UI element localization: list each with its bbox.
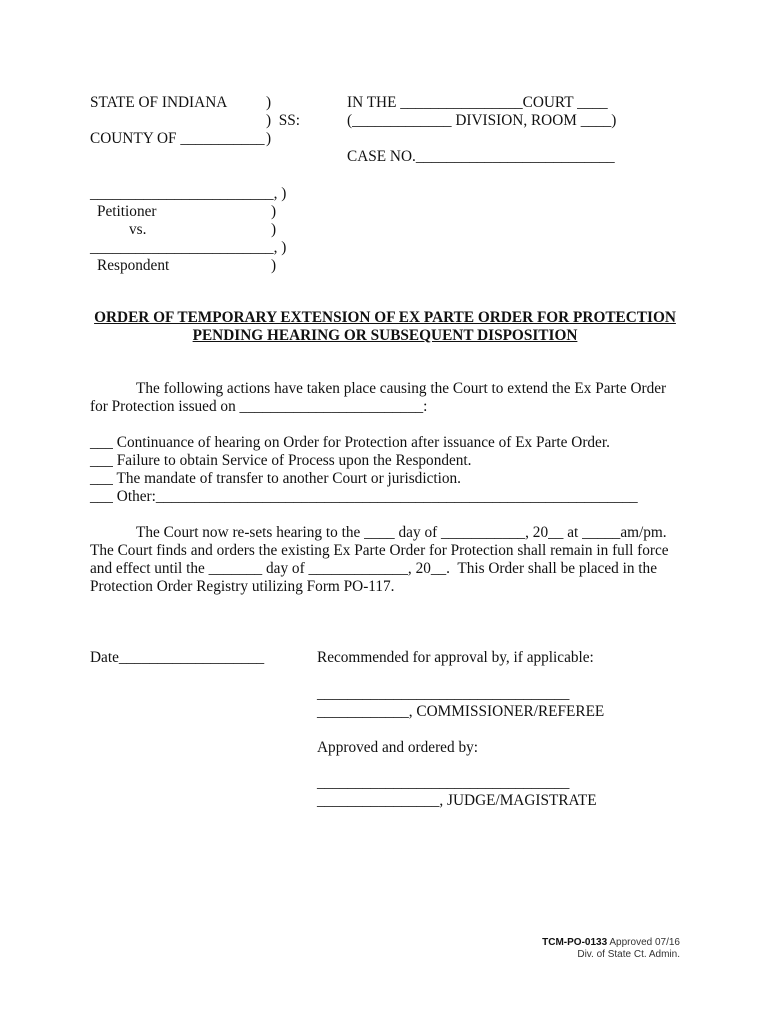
county-field[interactable]: COUNTY OF ___________ (90, 130, 265, 147)
document-title: ORDER OF TEMPORARY EXTENSION OF EX PARTE ORDER FOR PROTECTION (94, 309, 676, 326)
division-field[interactable]: (_____________ DIVISION, ROOM ____) (347, 112, 617, 129)
caption-paren: ) (271, 257, 277, 274)
caption-paren: ) (266, 94, 272, 111)
order-text: The Court finds and orders the existing Ex Parte Order for Protection shall remain in full force (90, 542, 669, 559)
recommended-label: Recommended for approval by, if applicable: (317, 649, 594, 666)
versus-label: vs. (129, 221, 147, 238)
commissioner-name-field[interactable]: ____________, COMMISSIONER/REFEREE (317, 703, 605, 720)
petitioner-label: Petitioner (97, 203, 157, 220)
caption-paren: ) (266, 130, 272, 147)
checklist-item-service[interactable]: ___ Failure to obtain Service of Process upon the Respondent. (90, 452, 472, 469)
caption-paren: ) (271, 221, 277, 238)
form-id (542, 938, 680, 948)
date-field[interactable]: Date___________________ (90, 649, 265, 666)
division-footer: Div. of State Ct. Admin. (577, 949, 680, 960)
approval-date: Approved 07/16 (607, 937, 680, 948)
court-field[interactable]: IN THE ________________COURT ____ (347, 94, 608, 111)
commissioner-signature-line[interactable]: _________________________________ (317, 685, 570, 702)
state-label: STATE OF INDIANA (90, 94, 228, 111)
hearing-reset-field[interactable]: The Court now re-sets hearing to the ____ day of ___________, 20__ at _____am/pm. (136, 524, 667, 541)
respondent-label: Respondent (97, 257, 170, 274)
effect-until-field[interactable]: and effect until the _______ day of _____________, 20__. This Order shall be placed in the (90, 560, 658, 577)
checklist-item-other[interactable]: ___ Other:_______________________________________________________________ (90, 488, 638, 505)
form-number: TCM-PO-0133 (542, 937, 608, 948)
approved-label: Approved and ordered by: (317, 739, 478, 756)
ss-label: ) SS: (266, 112, 301, 129)
petitioner-name-field[interactable]: ________________________, ) (90, 185, 287, 202)
respondent-name-field[interactable]: ________________________, ) (90, 239, 287, 256)
checklist-item-transfer[interactable]: ___ The mandate of transfer to another Court or jurisdiction. (90, 470, 461, 487)
caption-paren: ) (271, 203, 277, 220)
judge-signature-line[interactable]: _________________________________ (317, 774, 570, 791)
judge-name-field[interactable]: ________________, JUDGE/MAGISTRATE (317, 792, 597, 809)
document-subtitle: PENDING HEARING OR SUBSEQUENT DISPOSITION (192, 327, 578, 344)
checklist-item-continuance[interactable]: ___ Continuance of hearing on Order for Protection after issuance of Ex Parte Order. (90, 434, 610, 451)
case-number-field[interactable]: CASE NO.__________________________ (347, 148, 615, 165)
order-text: Protection Order Registry utilizing Form PO-117. (90, 578, 395, 595)
intro-text: The following actions have taken place causing the Court to extend the Ex Parte Order (136, 380, 667, 397)
issued-on-field[interactable]: for Protection issued on ________________________: (90, 398, 428, 415)
